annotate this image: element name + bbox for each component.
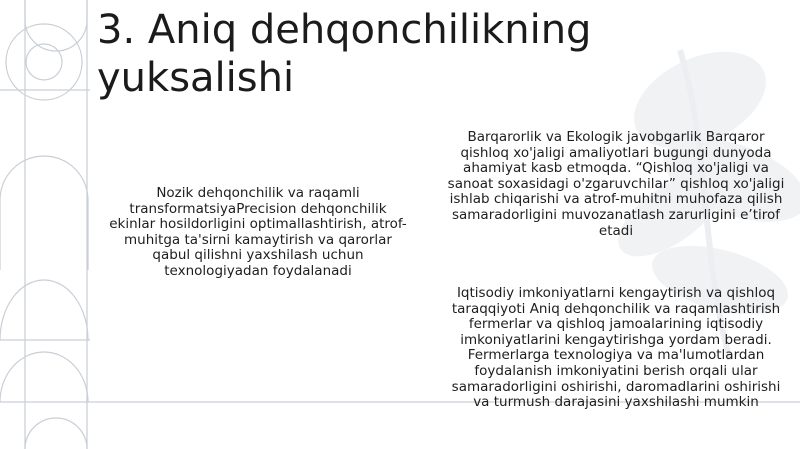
precision-farming-paragraph: Nozik dehqonchilik va raqamli transformatsiyaPrecision dehqonchilik ekinlar hosildorligini optimallashtirish, atrof-muhitga ta'sirni kamaytirish va qarorlar qabul qilishni yaxshilash uchun texnologiyadan foydalanadi [109,185,407,279]
economic-opportunity-paragraph: Iqtisodiy imkoniyatlarni kengaytirish va qishloq taraqqiyoti Aniq dehqonchilik va raqamlashtirish fermerlar va qishloq jamoalarining iqtisodiy imkoniyatlarini kengaytirishga yordam beradi. Fermerlarga texnologiya va ma'lumotlardan foydalanish imkoniyatini berish orqali ular samaradorligini oshirishi, daromadlarini oshirishi va turmush darajasini yaxshilashi mumkin [451,285,781,411]
sustainability-paragraph: Barqarorlik va Ekologik javobgarlik Barqaror qishloq xo'jaligi amaliyotlari bugungi dunyoda ahamiyat kasb etmoqda. “Qishloq xo'jaligi va sanoat soxasidagi o'zgaruvchilar” qishloq xo'jaligi ishlab chiqarishi va atrof-muhitni muhofaza qilish samaradorligini muvozanatlash zarurligini e’tirof etadi [447,129,785,239]
slide-title: 3. Aniq dehqonchilikning yuksalishi [97,7,592,101]
